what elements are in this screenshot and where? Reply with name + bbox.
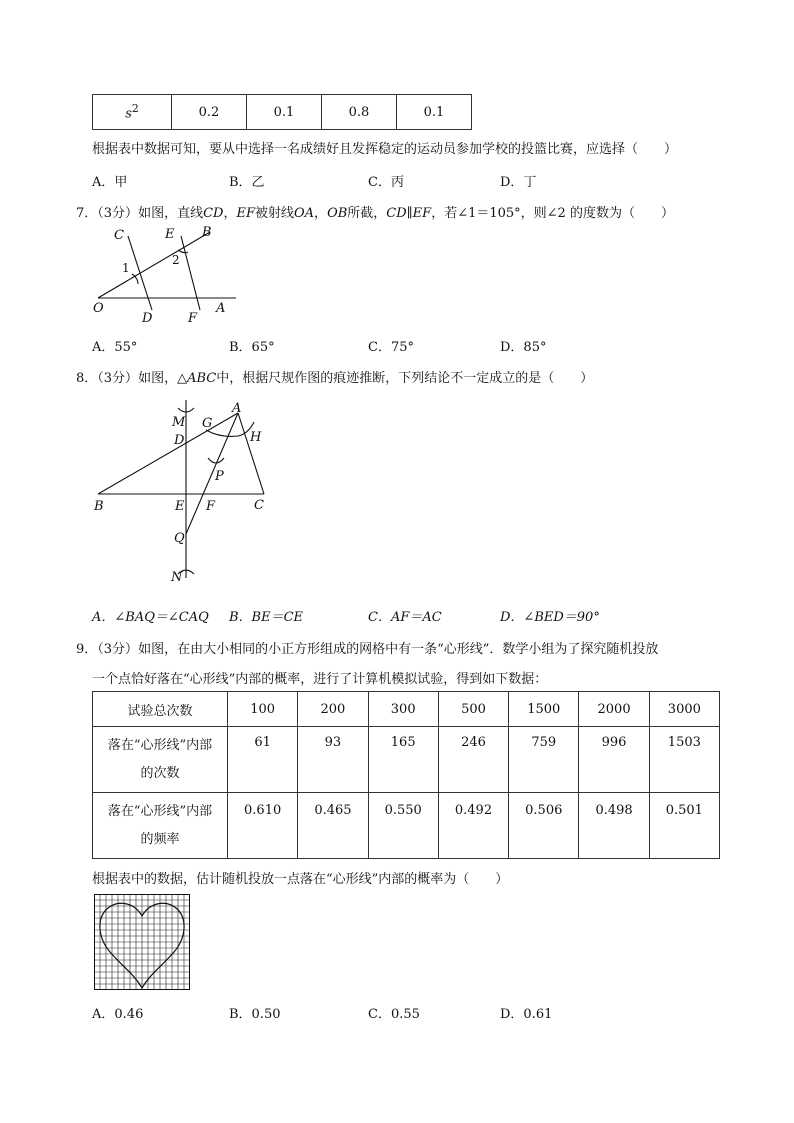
label-b: B bbox=[202, 225, 212, 240]
q6-prompt: 根据表中数据可知，要从中选择一名成绩好且发挥稳定的运动员参加学校的投篮比赛，应选择（ ） bbox=[92, 142, 678, 157]
label-e: E bbox=[165, 227, 175, 242]
table-cell: 500 bbox=[438, 692, 508, 727]
table-cell: 2000 bbox=[579, 692, 649, 727]
label-p: P bbox=[215, 469, 224, 484]
segment-ac bbox=[238, 413, 264, 494]
table-cell: 0.506 bbox=[509, 793, 579, 859]
table-cell: 0.492 bbox=[438, 793, 508, 859]
variance-table bbox=[92, 94, 472, 130]
table-cell: 165 bbox=[368, 727, 438, 793]
q6-option-b[interactable]: B．乙 bbox=[229, 175, 265, 190]
q9-option-b[interactable]: B．0.50 bbox=[229, 1007, 281, 1022]
q9-score: （3分） bbox=[97, 642, 139, 657]
label-c: C bbox=[114, 228, 124, 243]
table-cell: 759 bbox=[509, 727, 579, 793]
q8-option-d[interactable]: D．∠BED＝90° bbox=[500, 610, 600, 625]
label-m: M bbox=[172, 415, 186, 430]
arc-p bbox=[208, 458, 224, 463]
label-h: H bbox=[250, 430, 262, 445]
q7-option-c[interactable]: C．75° bbox=[368, 340, 414, 355]
q9-prompt: 根据表中的数据，估计随机投放一点落在“心形线”内部的概率为（ ） bbox=[92, 872, 509, 887]
q7-number: 7． bbox=[76, 206, 98, 221]
q7-stem: 7．（3分）如图，直线CD，EF被射线OA，OB所截，CD∥EF，若∠1＝105°，则∠2 的度数为（ ） bbox=[76, 206, 674, 221]
q8-option-a[interactable]: A．∠BAQ＝∠CAQ bbox=[92, 610, 209, 625]
q6-option-a[interactable]: A．甲 bbox=[92, 175, 128, 190]
table-cell: 0.501 bbox=[649, 793, 719, 859]
table-cell: 200 bbox=[298, 692, 368, 727]
line-cd bbox=[128, 236, 152, 310]
q8-stem: 8．（3分）如图，△ABC中，根据尺规作图的痕迹推断，下列结论不一定成立的是（ ） bbox=[76, 371, 594, 386]
q9-option-c[interactable]: C．0.55 bbox=[368, 1007, 420, 1022]
label-g: G bbox=[202, 416, 213, 431]
q7-score: （3分） bbox=[97, 206, 139, 221]
table-row bbox=[93, 692, 720, 727]
q6-option-d[interactable]: D．丁 bbox=[500, 175, 537, 190]
label-q: Q bbox=[174, 531, 185, 546]
variance-cell: 0.2 bbox=[172, 95, 247, 130]
label-a: A bbox=[232, 401, 242, 416]
label-angle-2: 2 bbox=[172, 253, 180, 267]
q8-score: （3分） bbox=[97, 371, 139, 386]
label-o: O bbox=[93, 301, 104, 316]
table-cell: 0.498 bbox=[579, 793, 649, 859]
label-d: D bbox=[174, 433, 185, 448]
q7-option-d[interactable]: D．85° bbox=[500, 340, 547, 355]
label-n: N bbox=[171, 570, 183, 585]
table-cell: 100 bbox=[228, 692, 298, 727]
q7-option-a[interactable]: A．55° bbox=[92, 340, 138, 355]
q9-stem-line2: 一个点恰好落在“心形线”内部的概率，进行了计算机模拟试验，得到如下数据： bbox=[92, 672, 548, 687]
variance-cell: 0.1 bbox=[247, 95, 322, 130]
angle-bisector-aq bbox=[186, 413, 238, 534]
table-cell: 1500 bbox=[509, 692, 579, 727]
variance-label: $s^2$ bbox=[93, 95, 172, 130]
variance-cell: 0.1 bbox=[397, 95, 472, 130]
q8-option-b[interactable]: B．BE＝CE bbox=[229, 610, 304, 625]
heart-grid-figure bbox=[94, 894, 190, 990]
table-cell: 0.610 bbox=[228, 793, 298, 859]
simulation-table bbox=[92, 691, 720, 859]
q9-stem-line1: 9．（3分）如图，在由大小相同的小正方形组成的网格中有一条“心形线”．数学小组为了探究随机投放 bbox=[76, 642, 659, 657]
q8-number: 8． bbox=[76, 371, 98, 386]
table-cell: 996 bbox=[579, 727, 649, 793]
table-header-label: 试验总次数 bbox=[93, 692, 228, 727]
label-angle-1: 1 bbox=[122, 261, 130, 275]
label-d: D bbox=[142, 311, 153, 326]
table-cell: 300 bbox=[368, 692, 438, 727]
table-cell: 93 bbox=[298, 727, 368, 793]
table-cell: 246 bbox=[438, 727, 508, 793]
table-cell: 0.465 bbox=[298, 793, 368, 859]
label-f: F bbox=[206, 499, 216, 514]
label-a: A bbox=[216, 301, 226, 316]
table-cell: 61 bbox=[228, 727, 298, 793]
variance-cell: 0.8 bbox=[322, 95, 397, 130]
q9-option-a[interactable]: A．0.46 bbox=[92, 1007, 144, 1022]
label-b: B bbox=[94, 499, 104, 514]
table-row-label: 落在“心形线”内部 的频率 bbox=[93, 793, 228, 859]
table-cell: 0.550 bbox=[368, 793, 438, 859]
arc-gh bbox=[206, 422, 254, 436]
q8-option-c[interactable]: C．AF＝AC bbox=[368, 610, 442, 625]
table-cell: 3000 bbox=[649, 692, 719, 727]
label-e: E bbox=[175, 499, 185, 514]
table-row bbox=[93, 793, 720, 859]
q7-figure bbox=[88, 222, 248, 332]
q9-number: 9． bbox=[76, 642, 98, 657]
label-c: C bbox=[254, 498, 264, 513]
table-cell: 1503 bbox=[649, 727, 719, 793]
q7-option-b[interactable]: B．65° bbox=[229, 340, 275, 355]
q8-figure bbox=[88, 396, 288, 590]
table-row-label: 落在“心形线”内部 的次数 bbox=[93, 727, 228, 793]
q9-option-d[interactable]: D．0.61 bbox=[500, 1007, 553, 1022]
line-ef bbox=[181, 236, 200, 310]
q6-option-c[interactable]: C．丙 bbox=[368, 175, 404, 190]
label-f: F bbox=[188, 311, 198, 326]
table-row bbox=[93, 727, 720, 793]
